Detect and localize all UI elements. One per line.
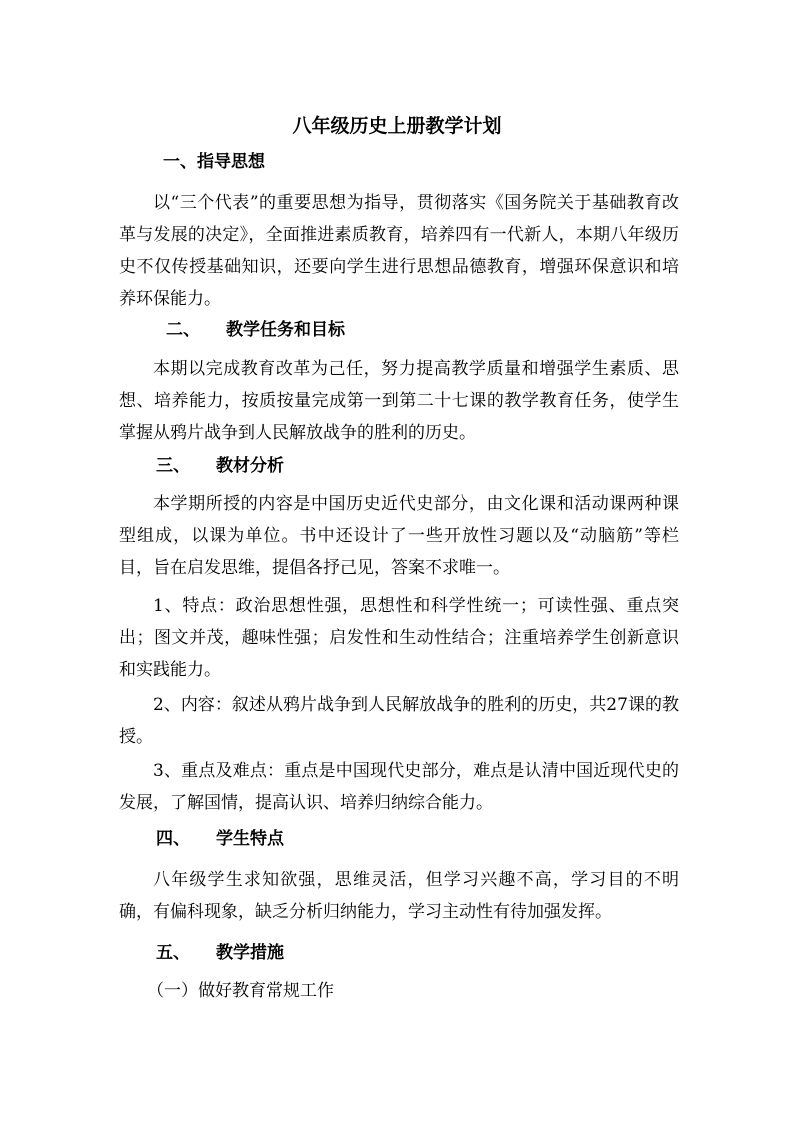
paragraph-key-points: 3、重点及难点：重点是中国现代史部分，难点是认清中国近现代史的发展，了解国情，提高认识、培养归纳综合能力。	[119, 761, 679, 813]
document-title: 八年级历史上册教学计划	[292, 115, 502, 137]
section-number: 二、	[166, 320, 200, 340]
section-heading-text: 学生特点	[216, 829, 284, 849]
section-heading-textbook-analysis	[156, 452, 284, 480]
paragraph-features: 1、特点：政治思想性强，思想性和科学性统一；可读性强、重点突出；图文并茂，趣味性强；启发性和生动性结合；注重培养学生创新意识和实践能力。	[119, 596, 679, 680]
section-heading-tasks-goals	[166, 316, 345, 344]
section-number: 三、	[156, 456, 190, 476]
section-heading-teaching-measures	[156, 939, 284, 967]
section-heading-text: 一、指导思想	[163, 152, 265, 172]
section-number: 四、	[156, 829, 190, 849]
section-heading-guiding-ideology	[163, 148, 265, 176]
paragraph-student-traits: 八年级学生求知欲强，思维灵活，但学习兴趣不高，学习目的不明确，有偏科现象，缺乏分析归纳能力，学习主动性有待加强发挥。	[119, 870, 679, 922]
section-heading-text: 教材分析	[216, 456, 284, 476]
section-heading-text: 教学任务和目标	[226, 320, 345, 340]
section-number: 五、	[156, 943, 190, 963]
paragraph-content: 2、内容：叙述从鸦片战争到人民解放战争的胜利的历史，共27课的教授。	[119, 695, 679, 747]
paragraph-guiding-ideology: 以“三个代表”的重要思想为指导，贯彻落实《国务院关于基础教育改革与发展的决定》，全面推进素质教育，培养四有一代新人，本期八年级历史不仅传授基础知识，还要向学生进行思想品德教育，增强环保意识和培养环保能力。	[119, 193, 679, 309]
paragraph-routine-work: （一）做好教育常规工作	[147, 981, 334, 1001]
section-heading-student-traits	[156, 825, 284, 853]
section-heading-text: 教学措施	[216, 943, 284, 963]
paragraph-textbook-content: 本学期所授的内容是中国历史近代史部分，由文化课和活动课两种课型组成，以课为单位。书中还设计了一些开放性习题以及“动脑筋”等栏目，旨在启发思维，提倡各抒己见，答案不求唯一。	[119, 494, 679, 578]
paragraph-tasks-goals: 本期以完成教育改革为己任，努力提高教学质量和增强学生素质、思想、培养能力，按质按量完成第一到第二十七课的教学教育任务，使学生掌握从鸦片战争到人民解放战争的胜利的历史。	[119, 359, 679, 443]
